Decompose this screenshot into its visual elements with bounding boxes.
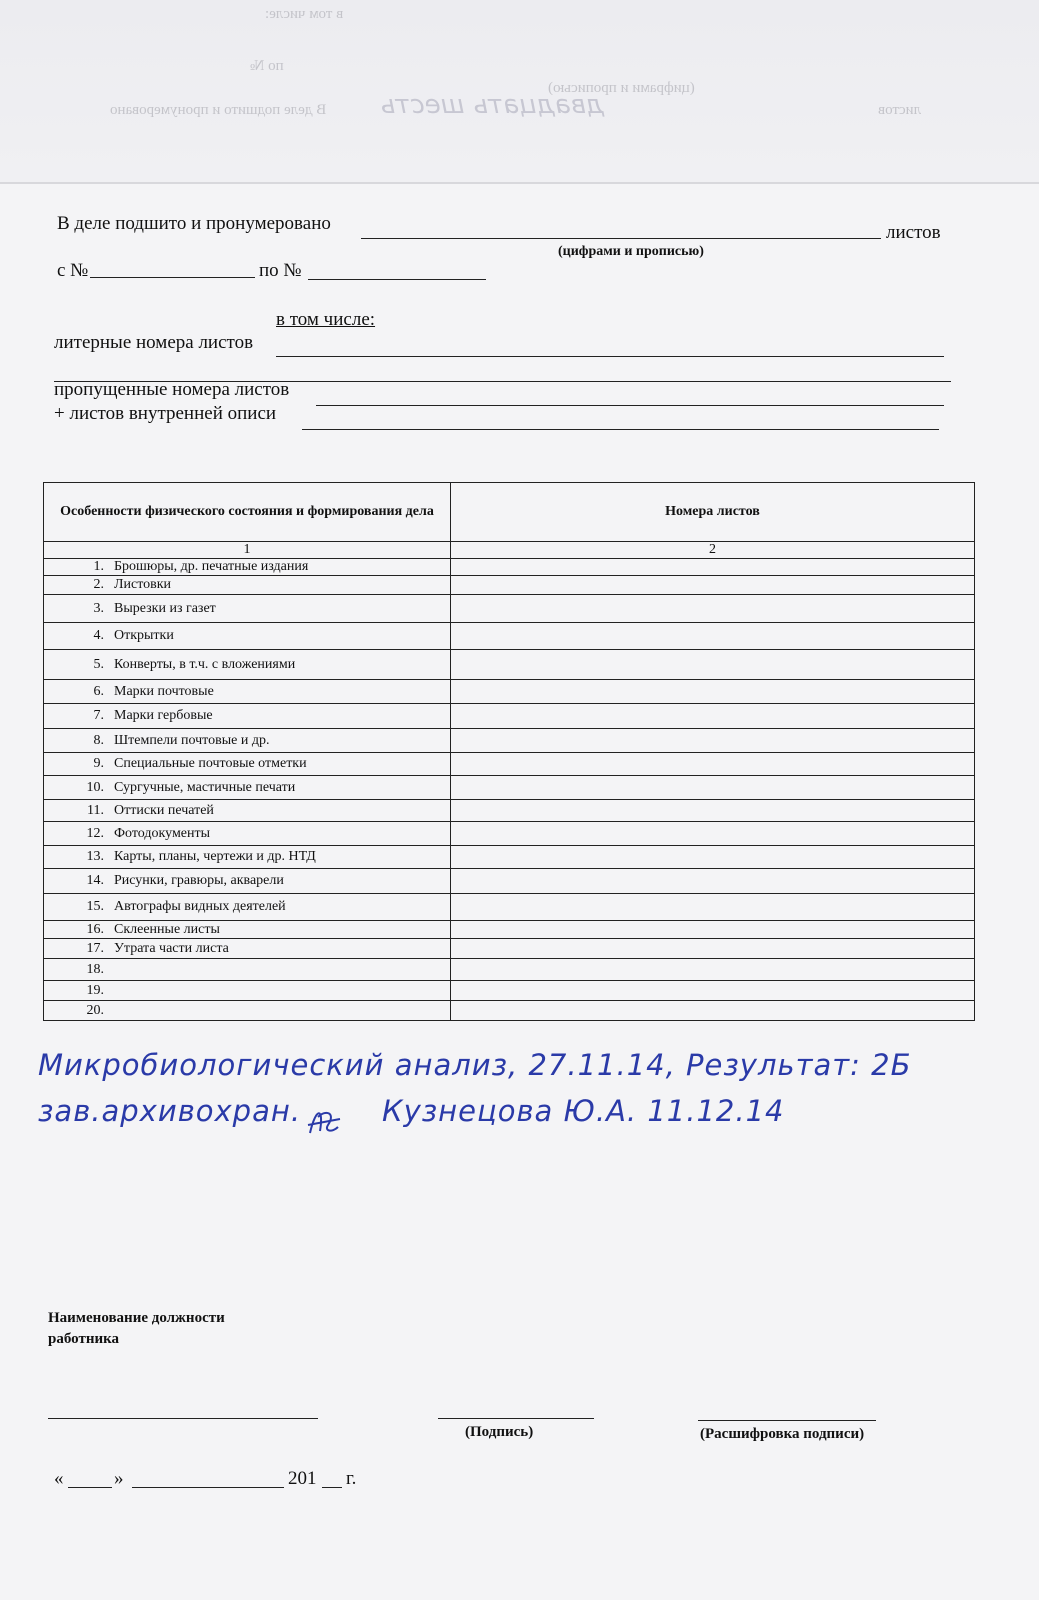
row-sheet-numbers-cell	[451, 576, 975, 595]
row-number: 4.	[93, 628, 104, 643]
row-sheet-numbers-cell	[451, 623, 975, 650]
row-label: Брошюры, др. печатные издания	[114, 559, 309, 574]
date-year-suffix: г.	[346, 1468, 357, 1489]
including-heading: в том числе:	[276, 309, 376, 330]
row-feature-cell	[44, 959, 451, 981]
decode-line	[698, 1420, 876, 1421]
row-sheet-numbers-cell	[451, 921, 975, 939]
row-label: Марки гербовые	[114, 708, 213, 723]
position-label-2: работника	[48, 1331, 120, 1347]
row-number: 17.	[86, 940, 104, 956]
row-number: 6.	[93, 683, 104, 699]
sheets-suffix: листов	[886, 222, 941, 243]
bleed-text-3: (цифрами и прописью)	[548, 80, 695, 96]
row-feature-cell	[44, 846, 451, 869]
row-number: 19.	[86, 982, 104, 998]
table-row	[44, 800, 975, 822]
row-feature-cell	[44, 894, 451, 921]
row-label: Утрата части листа	[114, 940, 229, 956]
bleed-handwriting: двадцать шесть	[380, 90, 605, 120]
row-feature-cell	[44, 623, 451, 650]
date-month-line	[132, 1487, 284, 1488]
row-sheet-numbers-cell	[451, 729, 975, 753]
bleed-text-5: листов	[878, 102, 922, 118]
row-number: 14.	[86, 873, 104, 888]
table-header-sheet-numbers: Номера листов	[451, 483, 975, 542]
row-label: Открытки	[114, 628, 174, 643]
row-number: 10.	[86, 779, 104, 795]
row-label: Листовки	[114, 577, 172, 592]
table-row	[44, 921, 975, 939]
row-number: 18.	[86, 961, 104, 977]
row-sheet-numbers-cell	[451, 894, 975, 921]
from-line	[90, 277, 255, 278]
row-sheet-numbers-cell	[451, 846, 975, 869]
row-feature-cell	[44, 776, 451, 800]
row-feature-cell	[44, 680, 451, 704]
table-header-row	[44, 483, 975, 542]
row-label: Штемпели почтовые и др.	[114, 732, 270, 748]
row-sheet-numbers-cell	[451, 650, 975, 680]
column-number-2: 2	[451, 542, 975, 559]
table-row	[44, 595, 975, 623]
row-sheet-numbers-cell	[451, 869, 975, 894]
row-sheet-numbers-cell	[451, 776, 975, 800]
table-row	[44, 981, 975, 1001]
row-feature-cell	[44, 559, 451, 576]
row-number: 13.	[86, 849, 104, 864]
row-number: 12.	[86, 825, 104, 841]
row-number: 11.	[87, 802, 104, 818]
handwritten-signature	[306, 1103, 342, 1139]
row-label: Склеенные листы	[114, 921, 220, 937]
row-label: Сургучные, мастичные печати	[114, 779, 296, 795]
row-number: 7.	[93, 708, 104, 723]
row-feature-cell	[44, 921, 451, 939]
row-feature-cell	[44, 595, 451, 623]
row-label: Фотодокументы	[114, 825, 211, 841]
table-row	[44, 623, 975, 650]
inner-inventory-line	[302, 429, 939, 430]
missing-line	[316, 405, 944, 406]
inner-inventory-label: + листов внутренней описи	[54, 403, 277, 424]
table-row	[44, 776, 975, 800]
table-row	[44, 1001, 975, 1021]
bleed-text-4: В деле подшито и пронумеровано	[110, 102, 327, 118]
column-number-1: 1	[44, 542, 451, 559]
signature-caption: (Подпись)	[465, 1424, 534, 1440]
table-row	[44, 846, 975, 869]
row-feature-cell	[44, 753, 451, 776]
table-row	[44, 822, 975, 846]
row-feature-cell	[44, 729, 451, 753]
from-label: с №	[57, 260, 89, 281]
date-day-line	[68, 1487, 112, 1488]
row-feature-cell	[44, 869, 451, 894]
table-row	[44, 869, 975, 894]
table-column-numbers-row	[44, 542, 975, 559]
row-number: 9.	[93, 756, 104, 771]
row-number: 2.	[93, 577, 104, 592]
table-row	[44, 680, 975, 704]
table-row	[44, 939, 975, 959]
handwritten-analysis-note: Микробиологический анализ, 27.11.14, Результат: 2Б	[38, 1048, 912, 1082]
table-row	[44, 559, 975, 576]
table-row	[44, 650, 975, 680]
position-label-1: Наименование должности	[48, 1310, 225, 1326]
position-line	[48, 1418, 318, 1419]
table-header-features: Особенности физического состояния и формирования дела	[44, 483, 451, 542]
literal-label: литерные номера листов	[54, 332, 254, 353]
row-label: Оттиски печатей	[114, 802, 214, 818]
row-number: 16.	[86, 921, 104, 937]
row-label: Автографы видных деятелей	[114, 899, 286, 914]
sewn-label: В деле подшито и пронумеровано	[57, 213, 331, 234]
row-feature-cell	[44, 800, 451, 822]
row-number: 8.	[93, 732, 104, 748]
row-feature-cell	[44, 981, 451, 1001]
digits-hint: (цифрами и прописью)	[558, 244, 704, 259]
row-sheet-numbers-cell	[451, 959, 975, 981]
row-feature-cell	[44, 576, 451, 595]
row-sheet-numbers-cell	[451, 595, 975, 623]
row-sheet-numbers-cell	[451, 800, 975, 822]
bleed-text-1: в том числе:	[265, 6, 344, 22]
row-feature-cell	[44, 704, 451, 729]
table-row	[44, 576, 975, 595]
table-row	[44, 959, 975, 981]
date-open-quote: «	[54, 1468, 64, 1489]
signature-line	[438, 1418, 594, 1419]
row-feature-cell	[44, 822, 451, 846]
row-label: Рисунки, гравюры, акварели	[114, 873, 284, 888]
row-number: 5.	[93, 656, 104, 672]
bleed-through-strip	[0, 0, 1039, 184]
row-sheet-numbers-cell	[451, 704, 975, 729]
handwritten-position: зав.архивохран.	[38, 1094, 302, 1128]
row-sheet-numbers-cell	[451, 1001, 975, 1021]
decode-caption: (Расшифровка подписи)	[700, 1426, 865, 1442]
row-feature-cell	[44, 939, 451, 959]
row-number: 3.	[93, 600, 104, 616]
row-label: Вырезки из газет	[114, 600, 216, 616]
row-number: 15.	[86, 899, 104, 914]
row-label: Конверты, в т.ч. с вложениями	[114, 656, 296, 672]
row-label: Специальные почтовые отметки	[114, 756, 307, 771]
table-row	[44, 894, 975, 921]
table-row	[44, 704, 975, 729]
to-label: по №	[259, 260, 302, 281]
row-sheet-numbers-cell	[451, 559, 975, 576]
row-number: 20.	[86, 1002, 104, 1018]
row-sheet-numbers-cell	[451, 753, 975, 776]
handwritten-name-date: Кузнецова Ю.А. 11.12.14	[382, 1094, 785, 1128]
row-sheet-numbers-cell	[451, 939, 975, 959]
row-feature-cell	[44, 650, 451, 680]
row-sheet-numbers-cell	[451, 680, 975, 704]
missing-label: пропущенные номера листов	[54, 379, 290, 400]
row-number: 1.	[93, 559, 104, 574]
table-row	[44, 729, 975, 753]
table-row	[44, 753, 975, 776]
physical-state-table	[43, 482, 975, 1021]
row-label: Марки почтовые	[114, 683, 214, 699]
to-line	[308, 279, 486, 280]
row-sheet-numbers-cell	[451, 981, 975, 1001]
date-year-prefix: 201	[288, 1468, 317, 1489]
row-label: Карты, планы, чертежи и др. НТД	[114, 849, 316, 864]
literal-line	[276, 356, 944, 357]
row-feature-cell	[44, 1001, 451, 1021]
sewn-line	[361, 238, 881, 239]
date-close-quote: »	[114, 1468, 124, 1489]
row-sheet-numbers-cell	[451, 822, 975, 846]
bleed-text-2: по №	[250, 58, 284, 74]
date-year-line	[322, 1487, 342, 1488]
